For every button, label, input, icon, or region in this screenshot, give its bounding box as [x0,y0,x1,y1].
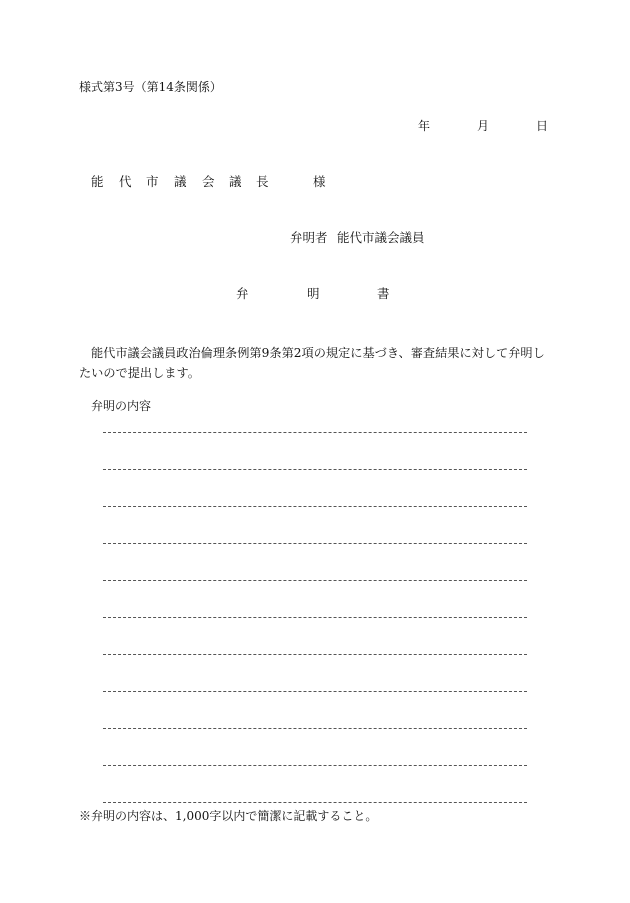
title-char: 書 [377,286,390,301]
answer-line[interactable] [103,617,527,618]
answer-line[interactable] [103,728,527,729]
answer-line[interactable] [103,654,527,655]
footnote: ※弁明の内容は、1,000字以内で簡潔に記載すること。 [79,809,378,823]
title-char: 弁 [236,286,249,301]
addressee-char: 代 [119,174,132,189]
answer-line[interactable] [103,469,527,470]
addressee-char: 長 [256,174,269,189]
addressee-char: 議 [174,174,187,189]
date-year-label: 年 [418,119,431,133]
answer-line[interactable] [103,543,527,544]
addressee-char: 会 [202,174,215,189]
answer-line[interactable] [103,802,527,803]
sender-name: 能代市議会議員 [337,230,425,245]
answer-line[interactable] [103,506,527,507]
addressee-char: 市 [146,174,159,189]
answer-line[interactable] [103,580,527,581]
date-month-label: 月 [477,119,490,133]
section-heading: 弁明の内容 [91,399,152,413]
title-char: 明 [307,286,320,301]
form-number: 様式第3号（第14条関係） [79,80,222,94]
addressee-honorific: 様 [313,174,326,189]
answer-line[interactable] [103,691,527,692]
body-text: 能代市議会議員政治倫理条例第9条第2項の規定に基づき、審査結果に対して弁明したいので提出します。 [79,346,545,380]
addressee-char: 議 [229,174,242,189]
answer-line[interactable] [103,432,527,433]
answer-line[interactable] [103,765,527,766]
date-day-label: 日 [536,119,549,133]
sender-role: 弁明者 [290,230,328,245]
addressee-char: 能 [91,174,104,189]
